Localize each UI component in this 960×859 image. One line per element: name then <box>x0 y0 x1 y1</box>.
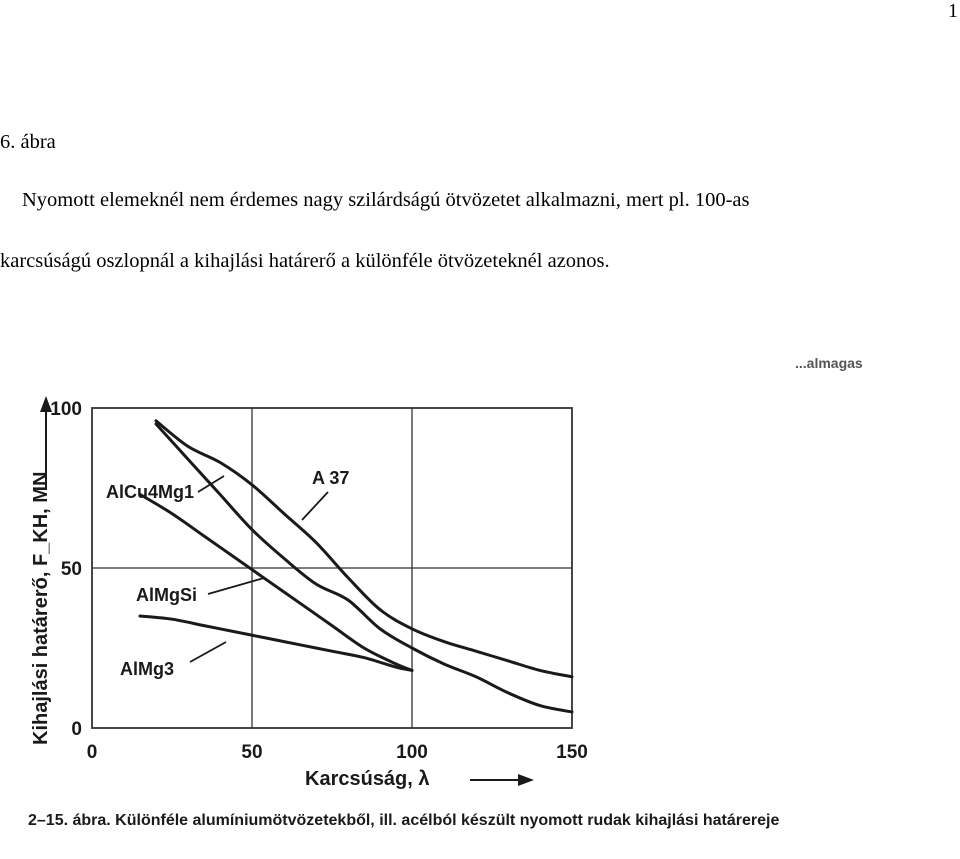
y-tick-label: 100 <box>50 399 82 420</box>
x-axis-arrowhead <box>518 774 534 786</box>
x-tick-label: 0 <box>86 742 98 763</box>
series-line-almg3 <box>140 616 412 670</box>
figure-label: 6. ábra <box>0 131 56 153</box>
x-tick-label: 50 <box>241 742 263 763</box>
x-tick-label: 150 <box>556 742 588 763</box>
paragraph-line-1: Nyomott elemeknél nem érdemes nagy szilárdságú ötvözetet alkalmazni, mert pl. 100-as <box>22 189 750 211</box>
figure-caption: 2–15. ábra. Különféle alumíniumötvözetekből, ill. acélból készült nyomott rudak kihajlási határereje <box>28 812 780 829</box>
series-line-almgsi <box>140 494 412 670</box>
y-axis-label: Kihajlási határerő, F_KH, MN <box>30 471 52 745</box>
grid-lines <box>92 408 572 728</box>
scanned-figure <box>0 350 960 854</box>
series-line-alcu4mg1 <box>156 421 572 677</box>
plot-frame <box>40 396 572 786</box>
curve-label-almg3: AlMg3 <box>120 659 174 679</box>
x-tick-label: 100 <box>396 742 428 763</box>
buckling-chart <box>0 350 960 854</box>
curve-label-alcu4mg1: AlCu4Mg1 <box>106 482 195 502</box>
leader-line-almgsi <box>208 578 264 594</box>
paragraph-line-2: karcsúságú oszlopnál a kihajlási határerő a különféle ötvözeteknél azonos. <box>0 250 610 272</box>
curve-label-almgsi: AlMgSi <box>136 585 197 605</box>
y-tick-label: 0 <box>71 719 82 740</box>
leader-line-a-37 <box>302 492 328 520</box>
leader-line-alcu4mg1 <box>198 476 224 492</box>
page-number: 1 <box>948 0 958 22</box>
series-lines <box>140 421 572 712</box>
x-axis-label: Karcsúság, λ <box>305 768 430 790</box>
top-right-text-fragment: ...almagas <box>795 355 863 371</box>
curve-label-a-37: A 37 <box>312 468 350 488</box>
tick-labels <box>50 399 588 763</box>
leader-line-almg3 <box>190 642 226 662</box>
y-tick-label: 50 <box>60 559 82 580</box>
